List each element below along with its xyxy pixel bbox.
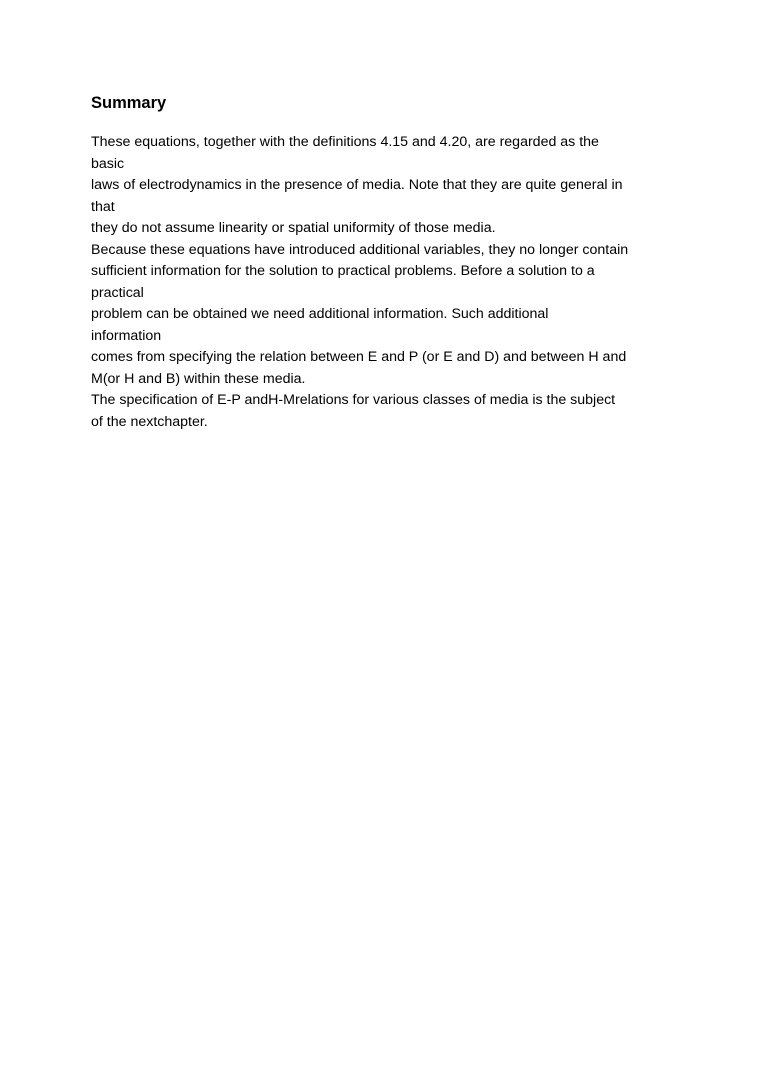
text-line: M(or H and B) within these media.	[91, 370, 306, 387]
text-line: The specification of E-P andH-Mrelations for various classes of media is the subject	[91, 392, 616, 408]
text-line: they do not assume linearity or spatial uniformity of those media.	[91, 220, 496, 236]
text-line: problem can be obtained we need additional information. Such additional	[91, 306, 549, 322]
section-heading: Summary	[91, 94, 167, 112]
text-line: information	[91, 327, 162, 344]
text-line: Because these equations have introduced additional variables, they no longer contain	[91, 241, 629, 258]
text-line: laws of electrodynamics in the presence of media. Note that they are quite general in	[91, 177, 623, 193]
text-line: of the nextchapter.	[91, 413, 208, 430]
text-line: basic	[91, 155, 125, 172]
text-line: sufficient information for the solution to practical problems. Before a solution to a	[91, 263, 595, 279]
text-line: These equations, together with the definitions 4.15 and 4.20, are regarded as the	[91, 134, 599, 150]
summary-paragraph	[91, 132, 681, 433]
text-line: comes from specifying the relation between E and P (or E and D) and between H and	[91, 349, 627, 365]
text-line: practical	[91, 284, 144, 301]
text-line: that	[91, 198, 115, 215]
